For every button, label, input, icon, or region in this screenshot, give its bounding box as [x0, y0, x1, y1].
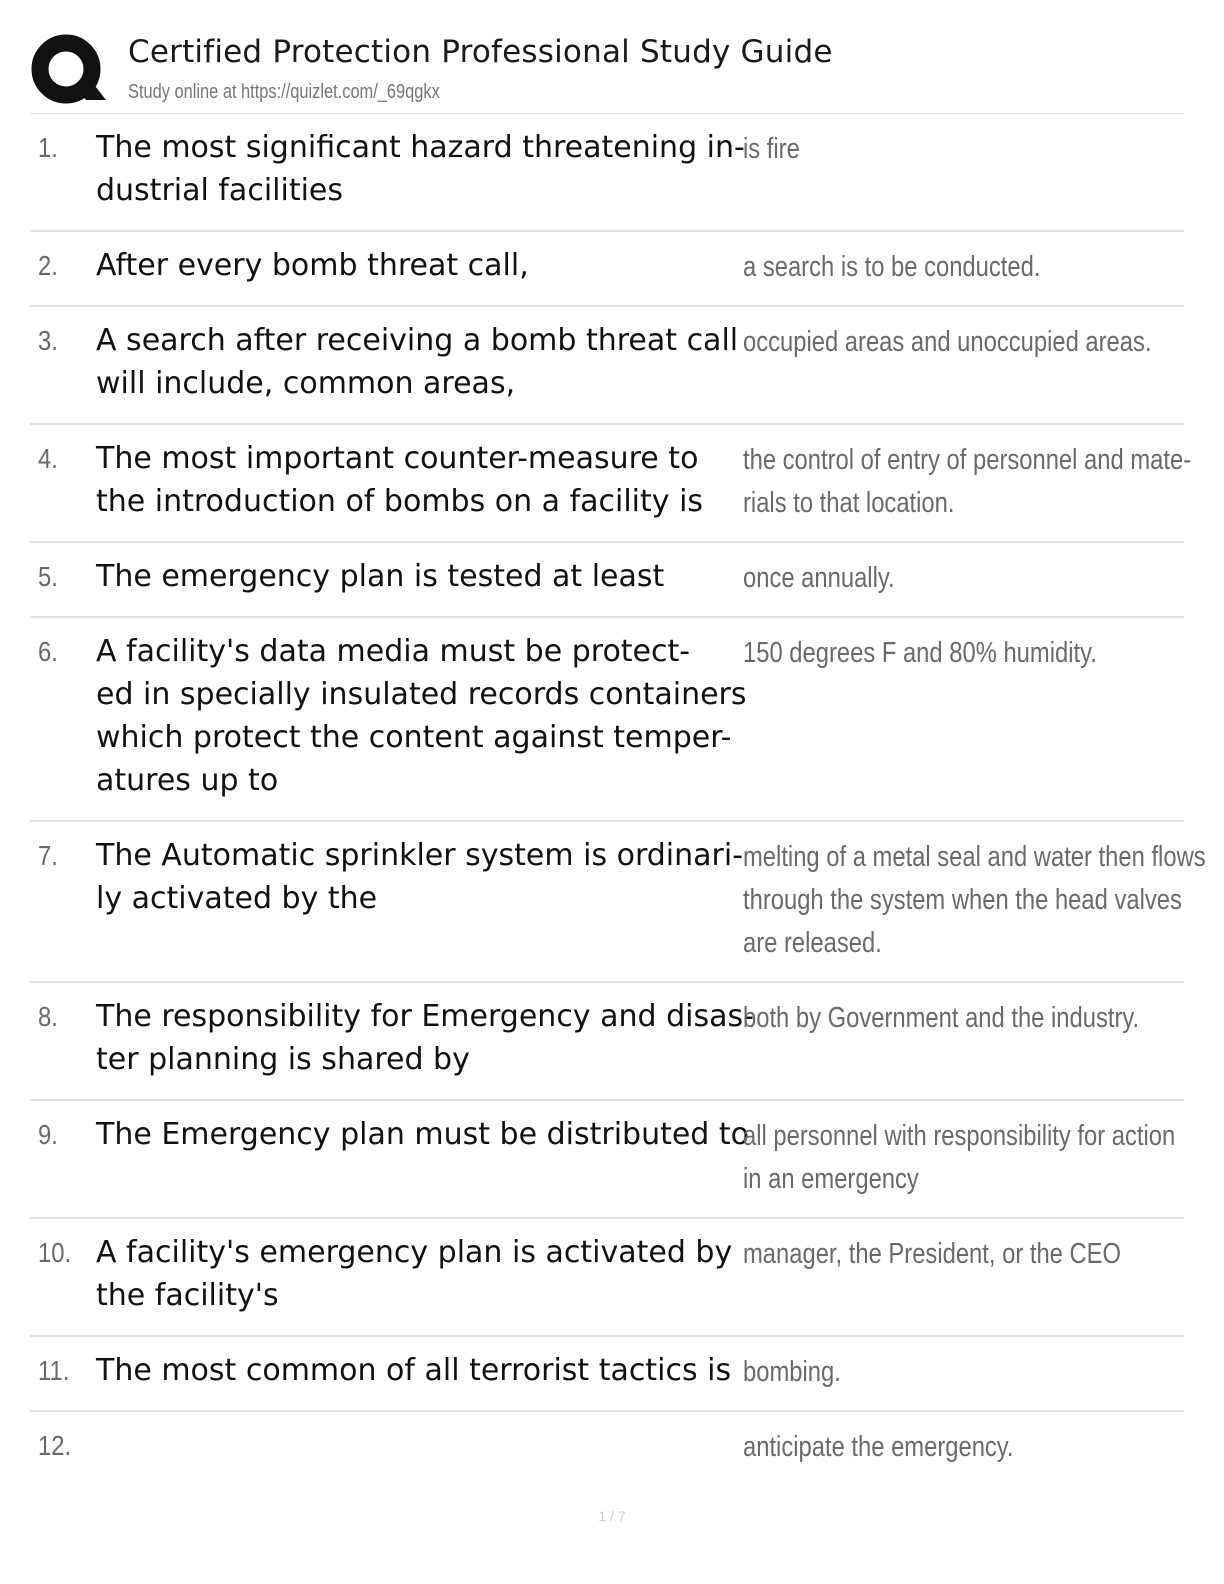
flashcard-row [30, 983, 1184, 1101]
card-definition [743, 557, 1169, 600]
card-term-line: ed in specially insulated records containers [96, 677, 747, 712]
card-term-line: ter planning is shared by [96, 1042, 470, 1077]
card-number: 4. [38, 443, 58, 474]
flashcard-row [30, 543, 1184, 618]
card-definition-line: 150 degrees F and 80% humidity. [743, 637, 1097, 669]
card-definition [743, 1426, 1169, 1469]
page-number: 1 / 7 [598, 1508, 626, 1524]
card-term-line: the facility's [96, 1278, 279, 1313]
card-definition [743, 1351, 1169, 1394]
card-definition [743, 632, 1169, 675]
card-definition-line: are released. [743, 927, 882, 959]
card-definition [743, 997, 1169, 1040]
flashcard-row [30, 232, 1184, 307]
card-definition-line: in an emergency [743, 1163, 919, 1195]
card-term-line: The most significant hazard threatening in- [96, 130, 745, 165]
card-definition [743, 128, 1169, 171]
card-number: 7. [38, 840, 58, 871]
card-definition-line: both by Government and the industry. [743, 1002, 1140, 1034]
page-title: Certified Protection Professional Study Guide [128, 34, 833, 70]
card-term [96, 437, 756, 523]
card-term-line: dustrial facilities [96, 173, 344, 208]
card-number: 6. [38, 636, 58, 667]
card-number: 12. [38, 1430, 72, 1461]
flashcard-list [30, 114, 1206, 1512]
card-term-line: The emergency plan is tested at least [96, 559, 665, 594]
card-definition-line: manager, the President, or the CEO [743, 1238, 1122, 1270]
card-term-line: the introduction of bombs on a facility is [96, 484, 704, 519]
flashcard-row [30, 822, 1206, 983]
card-term-line: The most common of all terrorist tactics is [96, 1353, 732, 1388]
card-definition-line: bombing. [743, 1356, 841, 1388]
card-term [96, 319, 756, 405]
card-definition-line: once annually. [743, 562, 895, 594]
card-term-line: A search after receiving a bomb threat call [96, 323, 739, 358]
card-term-line: The Emergency plan must be distributed to [96, 1117, 749, 1152]
card-definition-line: is fire [743, 133, 800, 165]
card-definition [743, 836, 1206, 965]
study-online-link[interactable]: Study online at https://quizlet.com/_69qgkx [128, 81, 440, 103]
card-term [96, 630, 756, 802]
card-term [96, 1349, 756, 1392]
card-definition-line: all personnel with responsibility for action [743, 1120, 1176, 1152]
card-term-line: The responsibility for Emergency and disas- [96, 999, 754, 1034]
card-number: 1. [38, 132, 58, 163]
card-definition [743, 1115, 1176, 1201]
card-term-line: After every bomb threat call, [96, 248, 529, 283]
card-term [96, 1231, 756, 1317]
flashcard-row [30, 1412, 1184, 1512]
card-definition-line: a search is to be conducted. [743, 251, 1041, 283]
flashcard-row [30, 1219, 1184, 1337]
flashcard-row [30, 114, 1184, 232]
card-definition [743, 321, 1169, 364]
card-definition-line: melting of a metal seal and water then flows [743, 841, 1206, 873]
flashcard-row [30, 307, 1184, 425]
flashcard-row [30, 1101, 1184, 1219]
card-number: 2. [38, 250, 58, 281]
card-number: 8. [38, 1001, 58, 1032]
card-term [96, 244, 756, 287]
card-definition-line: anticipate the emergency. [743, 1431, 1014, 1463]
card-term [96, 1113, 756, 1156]
card-term-line: ly activated by the [96, 881, 378, 916]
card-definition-line: the control of entry of personnel and mate- [743, 444, 1192, 476]
card-term [96, 555, 756, 598]
card-term [96, 834, 756, 920]
card-definition [743, 439, 1192, 525]
card-definition-line: rials to that location. [743, 487, 955, 519]
card-term-line: A facility's emergency plan is activated by [96, 1235, 733, 1270]
flashcard-row [30, 425, 1192, 543]
card-definition [743, 1233, 1169, 1276]
flashcard-row [30, 618, 1184, 822]
card-term-line: which protect the content against temper- [96, 720, 732, 755]
card-term [96, 995, 756, 1081]
card-number: 5. [38, 561, 58, 592]
flashcard-row [30, 1337, 1184, 1412]
card-term-line: The most important counter-measure to [96, 441, 699, 476]
quizlet-logo-icon [30, 32, 106, 108]
card-definition [743, 246, 1169, 289]
card-term-line: A facility's data media must be protect- [96, 634, 691, 669]
card-definition-line: occupied areas and unoccupied areas. [743, 326, 1152, 358]
card-term [96, 126, 756, 212]
card-number: 9. [38, 1119, 58, 1150]
card-term-line: The Automatic sprinkler system is ordinari- [96, 838, 744, 873]
card-term-line: will include, common areas, [96, 366, 516, 401]
card-definition-line: through the system when the head valves [743, 884, 1182, 916]
card-number: 11. [38, 1355, 70, 1386]
card-term-line: atures up to [96, 763, 279, 798]
card-number: 10. [38, 1237, 72, 1268]
card-number: 3. [38, 325, 58, 356]
